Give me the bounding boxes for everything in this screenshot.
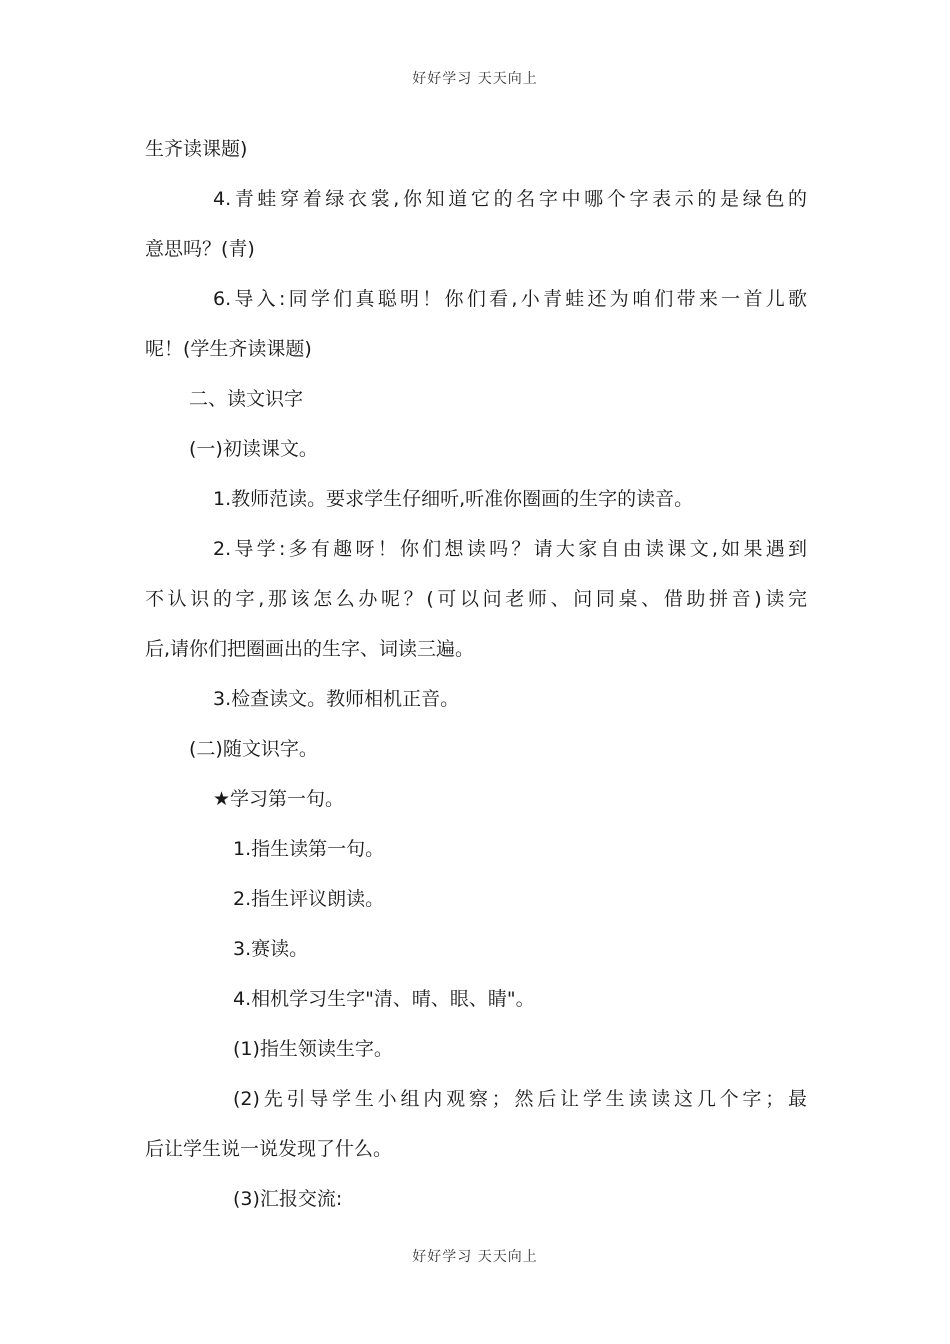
- text-line: 不认识的字,那该怎么办呢？(可以问老师、问同桌、借助拼音)读完: [145, 588, 807, 610]
- text-line: 意思吗？(青): [145, 238, 255, 260]
- text-line: 生齐读课题): [145, 138, 248, 160]
- text-line: 4.青蛙穿着绿衣裳,你知道它的名字中哪个字表示的是绿色的: [213, 188, 807, 210]
- subsection-heading: (一)初读课文。: [189, 438, 318, 460]
- text-line: 3.赛读。: [233, 938, 309, 960]
- text-line: 后,请你们把圈画出的生字、词读三遍。: [145, 638, 475, 660]
- text-line: (3)汇报交流:: [233, 1188, 343, 1210]
- subsection-heading: (二)随文识字。: [189, 738, 318, 760]
- document-body: [145, 124, 807, 1224]
- text-line: (1)指生领读生字。: [233, 1038, 393, 1060]
- text-line: ★学习第一句。: [213, 788, 345, 810]
- page-header: 好好学习 天天向上: [412, 71, 538, 87]
- text-line: 6.导入:同学们真聪明！你们看,小青蛙还为咱们带来一首儿歌: [213, 288, 807, 310]
- text-line: 1.教师范读。要求学生仔细听,听准你圈画的生字的读音。: [213, 488, 694, 510]
- section-heading: 二、读文识字: [189, 388, 304, 410]
- text-line: 后让学生说一说发现了什么。: [145, 1138, 393, 1160]
- text-line: 1.指生读第一句。: [233, 838, 385, 860]
- text-line: 2.指生评议朗读。: [233, 888, 385, 910]
- page-footer: 好好学习 天天向上: [412, 1249, 538, 1265]
- text-line: (2)先引导学生小组内观察；然后让学生读读这几个字；最: [233, 1088, 807, 1110]
- text-line: 2.导学:多有趣呀！你们想读吗？请大家自由读课文,如果遇到: [213, 538, 807, 560]
- text-line: 4.相机学习生字"清、晴、眼、睛"。: [233, 988, 535, 1010]
- text-line: 呢！(学生齐读课题): [145, 338, 312, 360]
- text-line: 3.检查读文。教师相机正音。: [213, 688, 460, 710]
